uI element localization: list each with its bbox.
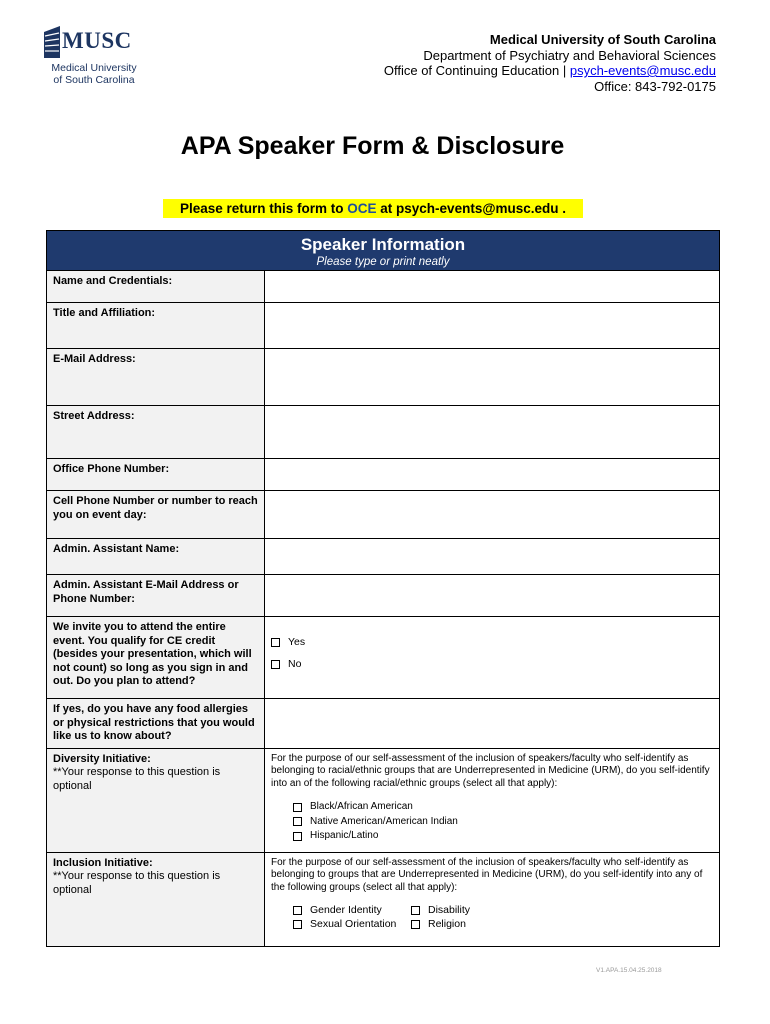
email-link[interactable]: psych-events@musc.edu [569, 63, 716, 78]
option-label: Native American/American Indian [310, 815, 458, 827]
section-title: Speaker Information [300, 235, 466, 254]
office-phone: Office: 843-792-0175 [594, 78, 716, 94]
page-title: APA Speaker Form & Disclosure [180, 132, 565, 160]
option-label: Religion [428, 918, 466, 930]
diversity-title: Diversity Initiative: [53, 752, 151, 765]
email-label: E-Mail Address: [47, 349, 265, 406]
option-label: Gender Identity [310, 904, 382, 916]
cell-phone-field[interactable] [265, 491, 720, 539]
allergies-label: If yes, do you have any food allergies or physical restrictions that you would like us to know about? [47, 699, 265, 749]
option-label: Hispanic/Latino [310, 830, 379, 841]
inclusion-field [265, 852, 720, 946]
diversity-text: For the purpose of our self-assessment of the inclusion of speakers/faculty who self-identify as belonging to racial/ethnic groups that are Underrepresented in Medicine (URM), do you self-identify into an of the following racial/ethnic groups (select all that apply): [271, 752, 710, 789]
attend-no-option[interactable] [271, 658, 719, 670]
diversity-note: **Your response to this question is optional [53, 766, 221, 792]
option-label: Sexual Orientation [310, 918, 397, 930]
checkbox[interactable] [293, 803, 302, 812]
return-instruction [163, 199, 583, 218]
inclusion-options [265, 898, 719, 930]
office-line [384, 63, 716, 79]
attend-label: We invite you to attend the entire event. You qualify for CE credit (besides your presentation, which will not count) so long as you sign in and out. Do you plan to attend? [47, 617, 265, 699]
logo-subtitle [46, 62, 142, 86]
checkbox[interactable] [293, 832, 302, 841]
header-contact [384, 32, 716, 94]
attend-options [265, 617, 720, 699]
diversity-option[interactable] [293, 829, 719, 844]
inclusion-note: **Your response to this question is optional [53, 870, 221, 896]
office-phone-field[interactable] [265, 459, 720, 491]
return-prefix: Please return this form to [179, 201, 348, 216]
return-oce: OCE [347, 201, 377, 216]
inclusion-text: For the purpose of our self-assessment of the inclusion of speakers/faculty who self-identify as belonging to groups that are Underrepresented in Medicine (URM), do you self-identify into any of the following groups (select all that apply): [271, 856, 703, 893]
attend-yes-option[interactable] [271, 636, 719, 648]
logo-sub-line1: Medical University [51, 62, 137, 74]
street-field[interactable] [265, 406, 720, 459]
diversity-option[interactable] [293, 815, 719, 830]
checkbox[interactable] [293, 920, 302, 929]
section-subtitle: Please type or print neatly [316, 256, 450, 268]
no-label: No [288, 658, 302, 670]
office-phone-label: Office Phone Number: [47, 459, 265, 491]
university-name: Medical University of South Carolina [489, 32, 716, 47]
inclusion-option[interactable] [411, 904, 511, 916]
option-label: Black/African American [310, 801, 413, 812]
cell-phone-label: Cell Phone Number or number to reach you on event day: [47, 491, 265, 539]
yes-checkbox[interactable] [271, 638, 280, 647]
inclusion-option[interactable] [411, 918, 511, 930]
checkbox[interactable] [411, 906, 420, 915]
admin-contact-label: Admin. Assistant E-Mail Address or Phone Number: [47, 575, 265, 617]
admin-name-label: Admin. Assistant Name: [47, 539, 265, 575]
name-label: Name and Credentials: [47, 271, 265, 303]
logo-word: MUSC [62, 28, 132, 53]
diversity-field [265, 748, 720, 852]
checkbox[interactable] [411, 920, 420, 929]
return-suffix: at psych-events@musc.edu . [376, 201, 567, 216]
musc-building-icon [42, 24, 64, 60]
no-checkbox[interactable] [271, 660, 280, 669]
inclusion-title: Inclusion Initiative: [53, 856, 153, 869]
admin-contact-field[interactable] [265, 575, 720, 617]
diversity-option[interactable] [293, 800, 719, 815]
checkbox[interactable] [293, 817, 302, 826]
musc-logo [42, 24, 142, 88]
inclusion-label [47, 852, 265, 946]
inclusion-option[interactable] [293, 904, 411, 916]
title-field[interactable] [265, 303, 720, 349]
option-label: Disability [428, 904, 471, 916]
email-field[interactable] [265, 349, 720, 406]
section-header [47, 231, 720, 271]
diversity-label [47, 748, 265, 852]
logo-sub-line2: of South Carolina [53, 74, 135, 86]
title-label: Title and Affiliation: [47, 303, 265, 349]
speaker-form-table [46, 230, 720, 947]
diversity-options [265, 794, 719, 844]
version-footer: V1.APA.15.04.25.2018 [596, 967, 662, 974]
yes-label: Yes [288, 636, 306, 648]
checkbox[interactable] [293, 906, 302, 915]
name-field[interactable] [265, 271, 720, 303]
admin-name-field[interactable] [265, 539, 720, 575]
inclusion-option[interactable] [293, 918, 411, 930]
office-label: Office of Continuing Education | [383, 63, 570, 78]
department-name: Department of Psychiatry and Behavioral Sciences [423, 47, 716, 63]
allergies-field[interactable] [265, 699, 720, 749]
street-label: Street Address: [47, 406, 265, 459]
